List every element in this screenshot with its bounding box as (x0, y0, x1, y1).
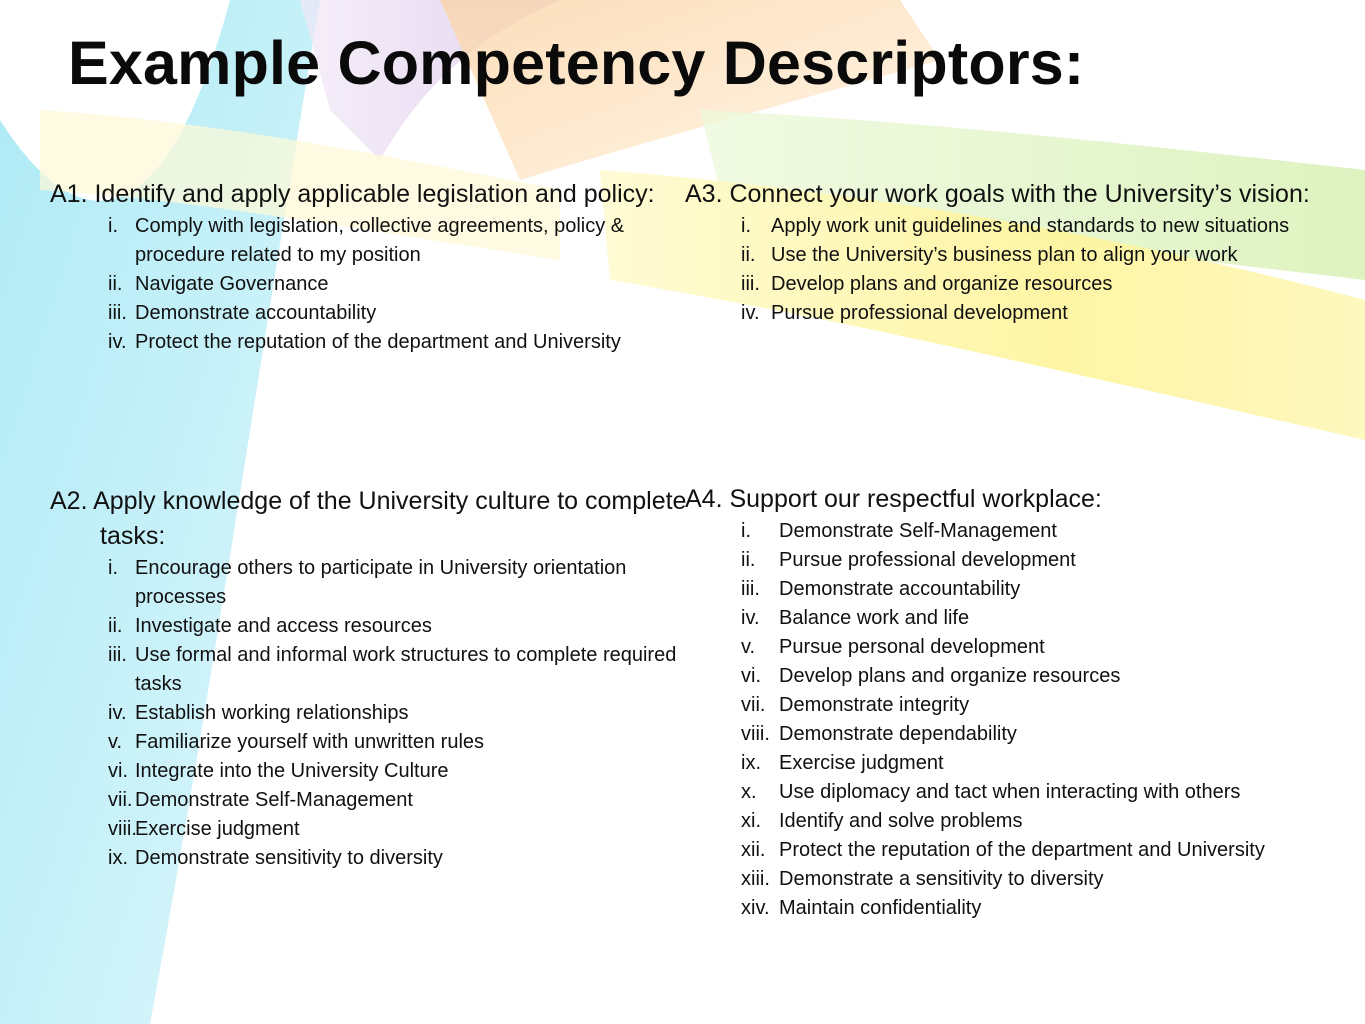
list-item (685, 212, 1355, 241)
list-item (685, 807, 1355, 836)
list-item-number: vi. (108, 760, 128, 782)
list-item-number: i. (108, 557, 118, 579)
list-item-number: viii. (741, 723, 770, 745)
list-item-text: Demonstrate accountability (135, 302, 377, 324)
list-item-number: i. (108, 215, 118, 237)
list-item-number: vii. (108, 789, 133, 811)
list-item (685, 270, 1355, 299)
list-item-number: ii. (108, 615, 123, 637)
section-a3-list (685, 212, 1355, 328)
list-item (50, 815, 690, 844)
list-item-text: Pursue professional development (771, 302, 1068, 324)
list-item-text: Familiarize yourself with unwritten rules (135, 731, 485, 753)
list-item (685, 575, 1355, 604)
section-a2-title: A2. Apply knowledge of the University culture to complete tasks: (50, 487, 687, 550)
list-item-number: iv. (108, 702, 127, 724)
list-item-number: xiii. (741, 868, 770, 890)
list-item (685, 836, 1355, 865)
list-item-text: Apply work unit guidelines and standards to new situations (771, 215, 1290, 237)
list-item-number: xiv. (741, 897, 770, 919)
list-item-number: ii. (741, 244, 756, 266)
list-item-number: iv. (741, 607, 760, 629)
list-item (50, 328, 690, 357)
section-a4-title: A4. Support our respectful workplace: (685, 485, 1102, 513)
list-item (685, 299, 1355, 328)
list-item-text: Maintain confidentiality (779, 897, 982, 919)
list-item (50, 641, 690, 699)
list-item (685, 894, 1355, 923)
list-item (50, 212, 690, 270)
list-item-number: xi. (741, 810, 761, 832)
list-item-text: Navigate Governance (135, 273, 329, 295)
list-item-text: Protect the reputation of the department and University (779, 839, 1265, 861)
list-item-number: ix. (741, 752, 761, 774)
list-item (50, 728, 690, 757)
list-item-number: iii. (108, 644, 127, 666)
list-item-text: Balance work and life (779, 607, 970, 629)
section-a4-list (685, 517, 1355, 923)
list-item (685, 517, 1355, 546)
section-a1-title: A1. Identify and apply applicable legislation and policy: (50, 180, 655, 208)
list-item (50, 844, 690, 873)
list-item-text: Establish working relationships (135, 702, 409, 724)
list-item-number: iii. (741, 273, 760, 295)
list-item-text: Demonstrate sensitivity to diversity (135, 847, 443, 869)
list-item (50, 757, 690, 786)
list-item-text: Encourage others to participate in University orientation processes (135, 557, 627, 608)
list-item-text: Demonstrate accountability (779, 578, 1021, 600)
list-item-text: Integrate into the University Culture (135, 760, 449, 782)
list-item-number: xii. (741, 839, 766, 861)
list-item (50, 554, 690, 612)
section-a3 (685, 177, 1355, 328)
list-item-number: i. (741, 215, 751, 237)
section-a2-list (50, 554, 690, 873)
list-item-text: Demonstrate integrity (779, 694, 970, 716)
list-item (685, 633, 1355, 662)
list-item-text: Protect the reputation of the department and University (135, 331, 621, 353)
list-item-number: iii. (741, 578, 760, 600)
list-item (50, 270, 690, 299)
list-item-number: vi. (741, 665, 761, 687)
list-item-number: ix. (108, 847, 128, 869)
list-item-text: Demonstrate Self-Management (135, 789, 413, 811)
list-item (685, 720, 1355, 749)
section-a4 (685, 482, 1355, 923)
section-a2 (50, 484, 690, 873)
list-item (685, 662, 1355, 691)
list-item-text: Comply with legislation, collective agreements, policy & procedure related to my position (135, 215, 625, 266)
list-item-number: v. (741, 636, 756, 658)
section-a3-title: A3. Connect your work goals with the University’s vision: (685, 180, 1310, 208)
list-item (50, 699, 690, 728)
list-item-number: vii. (741, 694, 766, 716)
list-item-number: i. (741, 520, 751, 542)
list-item-number: v. (108, 731, 123, 753)
list-item (685, 778, 1355, 807)
list-item (50, 786, 690, 815)
list-item-text: Pursue professional development (779, 549, 1076, 571)
list-item (50, 299, 690, 328)
list-item-text: Use diplomacy and tact when interacting with others (779, 781, 1241, 803)
list-item (685, 691, 1355, 720)
list-item-text: Use the University’s business plan to align your work (771, 244, 1238, 266)
list-item-text: Pursue personal development (779, 636, 1045, 658)
list-item-text: Demonstrate dependability (779, 723, 1017, 745)
list-item-number: viii. (108, 818, 137, 840)
list-item-number: x. (741, 781, 757, 803)
list-item (685, 865, 1355, 894)
list-item (685, 604, 1355, 633)
list-item-number: iv. (741, 302, 760, 324)
section-a1-list (50, 212, 690, 357)
list-item (685, 241, 1355, 270)
section-a1 (50, 177, 690, 357)
list-item-text: Develop plans and organize resources (779, 665, 1121, 687)
list-item-text: Develop plans and organize resources (771, 273, 1113, 295)
list-item (685, 546, 1355, 575)
list-item-text: Identify and solve problems (779, 810, 1023, 832)
list-item-text: Exercise judgment (135, 818, 300, 840)
list-item-text: Demonstrate a sensitivity to diversity (779, 868, 1104, 890)
list-item-number: iii. (108, 302, 127, 324)
list-item (50, 612, 690, 641)
list-item-text: Investigate and access resources (135, 615, 432, 637)
list-item-text: Use formal and informal work structures to complete required tasks (135, 644, 677, 695)
list-item-text: Exercise judgment (779, 752, 944, 774)
list-item-text: Demonstrate Self-Management (779, 520, 1057, 542)
list-item-number: ii. (741, 549, 756, 571)
list-item-number: iv. (108, 331, 127, 353)
slide-title: Example Competency Descriptors: (68, 29, 1085, 97)
list-item-number: ii. (108, 273, 123, 295)
list-item (685, 749, 1355, 778)
